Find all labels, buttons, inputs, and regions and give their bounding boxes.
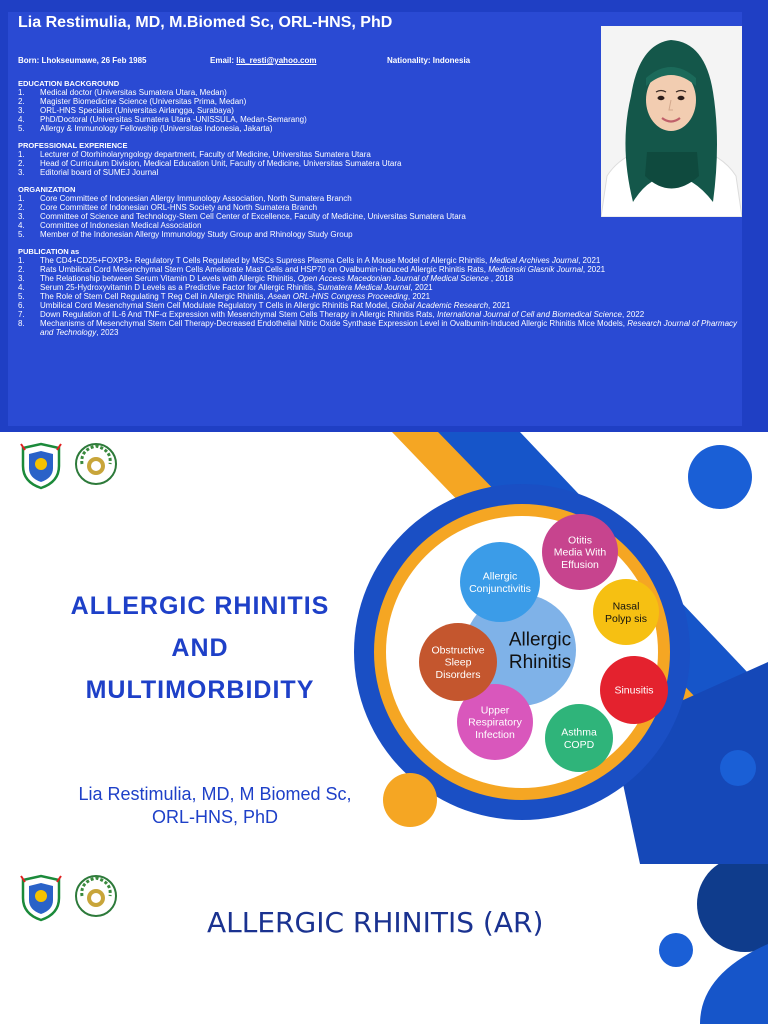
publication-title: Down Regulation of IL-6 And TNF-α Expression with Mesenchymal Stem Cells Therapy in Allergic Rhinitis Rats, — [40, 310, 437, 319]
publication-text — [40, 310, 740, 319]
organization-number: 1. — [18, 194, 25, 203]
organization-title: ORGANIZATION — [18, 185, 76, 194]
organization-number: 3. — [18, 212, 25, 221]
cv-born: Born: Lhokseumawe, 26 Feb 1985 — [18, 56, 147, 65]
cv-email-link[interactable]: lia_resti@yahoo.com — [236, 56, 317, 65]
publication-title: Mechanisms of Mesenchymal Stem Cell Therapy-Decreased Endothelial Nitric Oxide Synthase Expression Level in Ovalbumin-Induced Allergic Rhinitis Mice Models, — [40, 319, 628, 328]
publication-item — [18, 265, 740, 274]
publication-journal: Sumatera Medical Journal — [317, 283, 411, 292]
education-title: Medical doctor (Universitas Sumatera Utara, Medan) — [40, 88, 227, 97]
publication-year: , 2021 — [582, 265, 606, 274]
publication-item — [18, 292, 740, 301]
condition-node-label: Allergic Conjunctivitis — [469, 570, 531, 595]
title-slide — [0, 432, 768, 864]
organization-title: Member of the Indonesian Allergy Immunology Study Group and Rhinology Study Group — [40, 230, 353, 239]
publication-text — [40, 283, 740, 292]
cv-email — [210, 56, 317, 65]
publication-year: , 2021 — [488, 301, 511, 310]
organization-text — [40, 221, 740, 230]
experience-number: 3. — [18, 168, 25, 177]
cv-nationality: Nationality: Indonesia — [387, 56, 471, 65]
education-number: 3. — [18, 106, 25, 115]
publication-number: 7. — [18, 310, 25, 319]
publication-year: , 2023 — [96, 328, 119, 337]
condition-node-label: Nasal Polyp sis — [604, 600, 648, 625]
publication-number: 1. — [18, 256, 25, 265]
publication-item — [18, 256, 740, 265]
publication-number: 5. — [18, 292, 25, 301]
publication-year: , 2022 — [621, 310, 645, 319]
publication-title: Umbilical Cord Mesenchymal Stem Cell Modulate Regulatory T Cells in Allergic Rhinitis Rat Model, — [40, 301, 392, 310]
publication-number: 3. — [18, 274, 25, 283]
organization-title: Core Committee of Indonesian Allergy Immunology Association, North Sumatera Branch — [40, 194, 352, 203]
organization-number: 4. — [18, 221, 25, 230]
cv-name: Lia Restimulia, MD, M.Biomed Sc, ORL-HNS, PhD — [18, 14, 393, 31]
experience-number: 2. — [18, 159, 25, 168]
cv-slide — [0, 0, 768, 432]
education-title: PhD/Doctoral (Universitas Sumatera Utara -UNISSULA, Medan-Semarang) — [40, 115, 307, 124]
author-line-2: ORL-HNS, PhD — [151, 807, 279, 827]
publication-journal: Asean ORL-HNS Congress Proceeding — [267, 292, 408, 301]
publication-text — [40, 256, 740, 265]
publication-journal: International Journal of Cell and Biomedical Science — [436, 310, 622, 319]
experience-title: Lecturer of Otorhinolaryngology department, Faculty of Medicine, Universitas Sumatera Utara — [40, 150, 371, 159]
publication-text — [40, 319, 740, 337]
experience-number: 1. — [18, 150, 25, 159]
condition-node-label: Sinusitis — [614, 684, 654, 697]
publication-title: Rats Umbilical Cord Mesenchymal Stem Cells Ameliorate Mast Cells and HSP70 on Ovalbumin-Induced Allergic Rhinitis Rats, — [40, 265, 489, 274]
publication-item — [18, 310, 740, 319]
education-title: ORL-HNS Specialist (Universitas Airlangga, Surabaya) — [40, 106, 234, 115]
publication-year: , 2021 — [578, 256, 601, 265]
publication-journal: Global Academic Research — [391, 301, 489, 310]
education-number: 2. — [18, 97, 25, 106]
profile-photo — [601, 26, 742, 217]
section-title: ALLERGIC RHINITIS (AR) — [207, 906, 544, 939]
education-number: 4. — [18, 115, 25, 124]
publication-journal: Open Access Macedonian Journal of Medical Science — [297, 274, 489, 283]
condition-node-label: Otitis Media With Effusion — [553, 534, 607, 572]
experience-title: Editorial board of SUMEJ Journal — [40, 168, 159, 177]
publication-title: The Role of Stem Cell Regulating T Reg Cell in Allergic Rhinitis, — [40, 292, 268, 301]
publication-number: 8. — [18, 319, 25, 328]
section-slide — [0, 864, 768, 1024]
experience-title: Head of Curriculum Division, Medical Education Unit, Faculty of Medicine, Universitas Sumatera Utara — [40, 159, 402, 168]
publication-item — [18, 319, 740, 337]
publication-title: Serum 25-Hydroxyvitamin D Levels as a Predictive Factor for Allergic Rhinitis, — [40, 283, 318, 292]
education-number: 1. — [18, 88, 25, 97]
publication-journal: Medical Archives Journal — [489, 256, 579, 265]
center-node-label: Allergic Rhinitis — [508, 629, 572, 673]
organization-number: 2. — [18, 203, 25, 212]
publication-list — [18, 256, 740, 337]
publication-title: The CD4+CD25+FOXP3+ Regulatory T Cells Regulated by MSCs Supress Plasma Cells in A Mouse Model of Allergic Rhinitis, — [40, 256, 490, 265]
condition-node-label: Obstructive Sleep Disorders — [431, 644, 485, 682]
organization-title: Core Committee of Indonesian ORL-HNS Society and North Sumatera Branch — [40, 203, 318, 212]
publication-title: PUBLICATION as — [18, 247, 80, 256]
publication-journal: Medicinski Glasnik Journal — [488, 265, 583, 274]
organization-title: Committee of Indonesian Medical Association — [40, 221, 202, 230]
publication-item — [18, 301, 740, 310]
education-title: Magister Biomedicine Science (Universitas Prima, Medan) — [40, 97, 247, 106]
condition-node-label: Upper Respiratory Infection — [468, 704, 522, 742]
cv-email-label: Email: — [210, 56, 237, 65]
publication-number: 4. — [18, 283, 25, 292]
experience-title: PROFESSIONAL EXPERIENCE — [18, 141, 128, 150]
publication-text — [40, 292, 740, 301]
publication-year: , 2021 — [410, 283, 433, 292]
publication-text — [40, 274, 740, 283]
publication-number: 6. — [18, 301, 25, 310]
publication-year: , 2018 — [488, 274, 514, 283]
slide-title-line-2: AND — [171, 634, 229, 662]
publication-year: , 2021 — [407, 292, 431, 301]
university-logo-small — [19, 874, 63, 922]
publication-item — [18, 283, 740, 292]
publication-journal: Research Journal of Pharmacy and Technology — [40, 319, 738, 337]
publication-item — [18, 274, 740, 283]
condition-node-label: Asthma COPD — [561, 726, 597, 751]
publication-title: The Relationship between Serum Vitamin D Levels with Allergic Rhinitis, — [40, 274, 298, 283]
publication-text — [40, 265, 740, 274]
education-title: EDUCATION BACKGROUND — [18, 79, 120, 88]
slide-title-line-1: ALLERGIC RHINITIS — [70, 592, 330, 620]
education-title: Allergy & Immunology Fellowship (Universitas Indonesia, Jakarta) — [40, 124, 273, 133]
organization-text — [40, 230, 740, 239]
multimorbidity-diagram — [0, 432, 768, 864]
organization-title: Committee of Science and Technology-Stem Cell Center of Excellence, Faculty of Medicine, Universitas Sumatera Utara — [40, 212, 466, 221]
education-number: 5. — [18, 124, 25, 133]
author-line-1: Lia Restimulia, MD, M Biomed Sc, — [78, 784, 352, 804]
organization-item — [18, 221, 740, 230]
slide-title-line-3: MULTIMORBIDITY — [85, 676, 315, 704]
association-logo-small — [74, 874, 118, 918]
organization-item — [18, 230, 740, 239]
publication-number: 2. — [18, 265, 25, 274]
publication-text — [40, 301, 740, 310]
organization-number: 5. — [18, 230, 25, 239]
